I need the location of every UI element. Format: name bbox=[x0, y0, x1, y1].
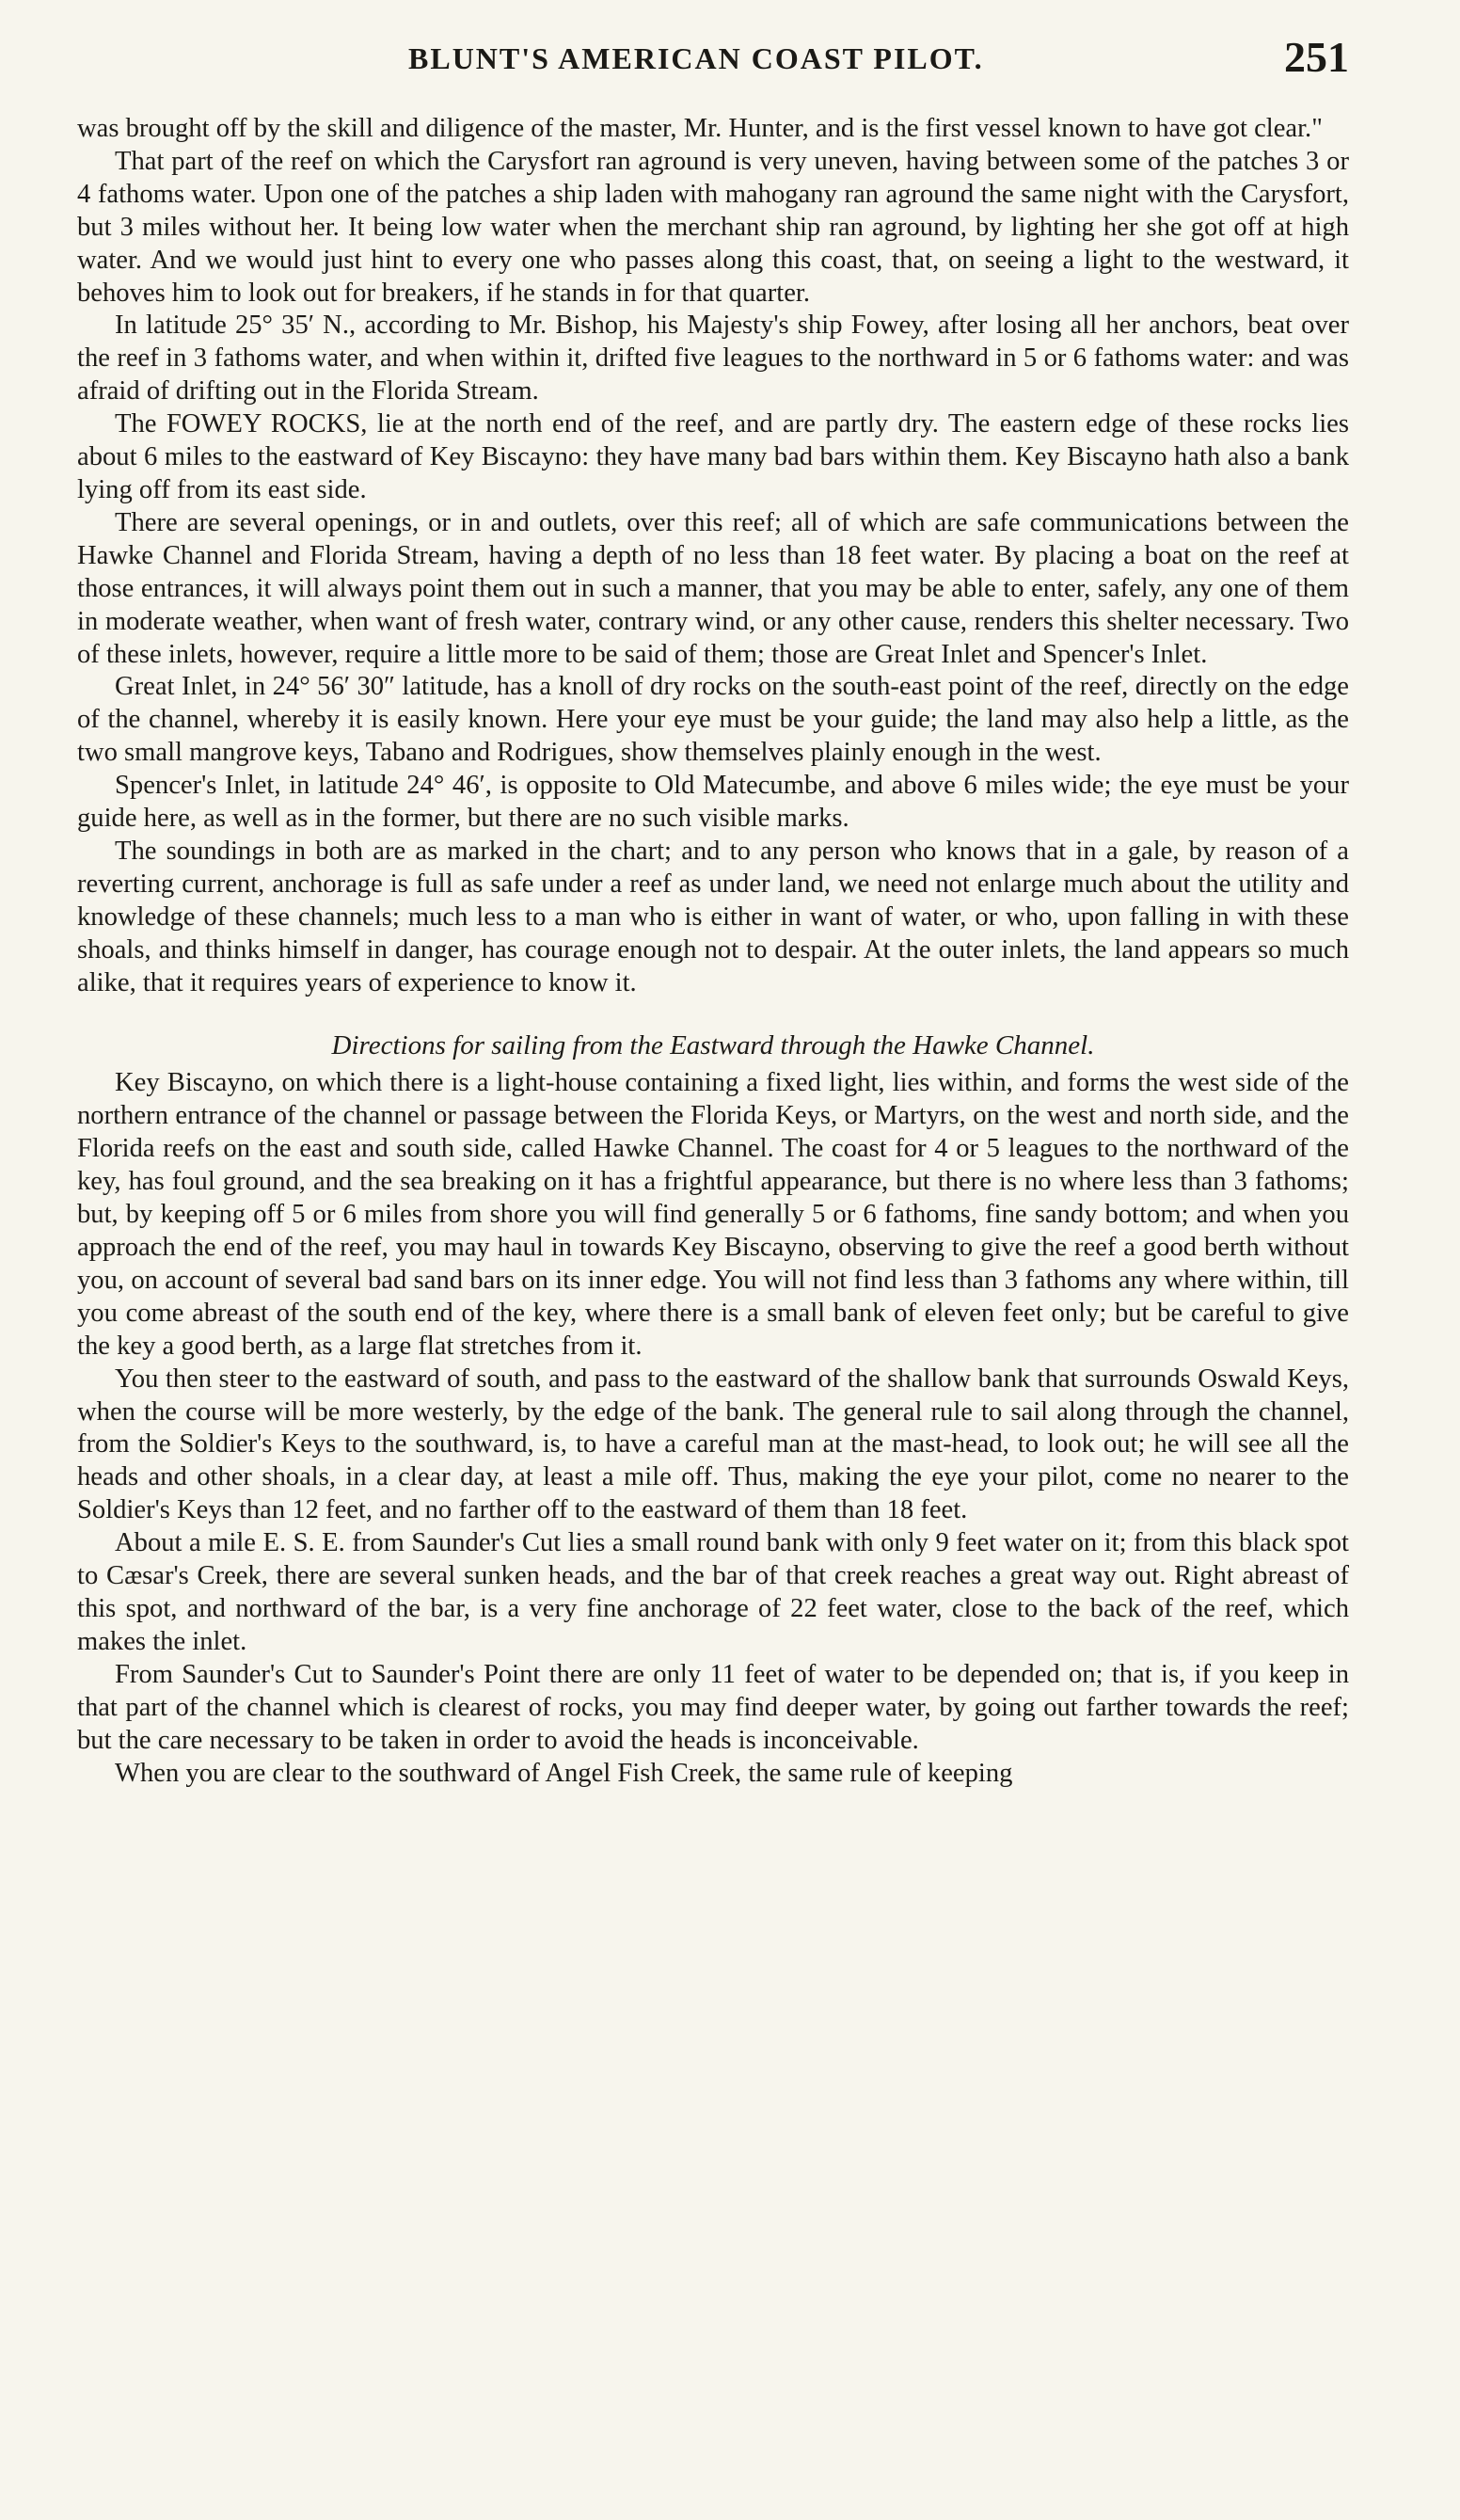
paragraph-soundings: The soundings in both are as marked in the chart; and to any person who knows that in a gale, by reason of a reverting current, anchorage is full as safe under a reef as under land, we need not enlarge much about the utility and knowledge of these channels; much less to a man who is either in want of water, or who, upon falling in with these shoals, and thinks himself in danger, has courage enough not to despair. At the outer inlets, the land appears so much alike, that it requires years of experience to know it. bbox=[77, 836, 1349, 997]
paragraph-angel-fish-creek: When you are clear to the southward of Angel Fish Creek, the same rule of keeping bbox=[115, 1758, 1013, 1788]
paragraph-fowey-ship: In latitude 25° 35′ N., according to Mr. Bishop, his Majesty's ship Fowey, after losing all her anchors, beat over the reef in 3 fathoms water, and when within it, drifted five leagues to the northward in 5 or 6 fathoms water: and was afraid of drifting out in the Florida Stream. bbox=[77, 311, 1349, 407]
paragraph-key-biscayno: Key Biscayno, on which there is a light-house containing a fixed light, lies within, and forms the west side of the northern entrance of the channel or passage between the Florida Keys, or Martyrs, on the west and north side, and the Florida reefs on the east and south side, called Hawke Channel. The coast for 4 or 5 leagues to the northward of the key, has foul ground, and the sea breaking on it has a frightful appearance, but there is no where less than 3 fathoms; but, by keeping off 5 or 6 miles from shore you will find generally 5 or 6 fathoms, fine sandy bottom; and when you approach the end of the reef, you may haul in towards Key Biscayno, observing to give the reef a good berth without you, on account of several bad sand bars on its inner edge. You will not find less than 3 fathoms any where within, till you come abreast of the south end of the key, where there is a small bank of eleven feet only; but be careful to give the key a good berth, as a large flat stretches from it. bbox=[77, 1068, 1349, 1361]
body-text bbox=[77, 113, 1349, 1790]
page-number: 251 bbox=[1284, 33, 1349, 81]
paragraph-spencers-inlet: Spencer's Inlet, in latitude 24° 46′, is opposite to Old Matecumbe, and above 6 miles wide; the eye must be your guide here, as well as in the former, but there are no such visible marks. bbox=[77, 771, 1349, 834]
paragraph-saunders-cut: About a mile E. S. E. from Saunder's Cut lies a small round bank with only 9 feet water on it; from this black spot to Cæsar's Creek, there are several sunken heads, and the bar of that creek reaches a great way out. Right abreast of this spot, and northward of the bar, is a very fine anchorage of 22 feet water, close to the back of the reef, which makes the inlet. bbox=[77, 1528, 1349, 1656]
paragraph-continued: was brought off by the skill and diligence of the master, Mr. Hunter, and is the first vessel known to have got clear." bbox=[77, 114, 1323, 143]
page-header bbox=[77, 32, 1349, 88]
paragraph-saunders-point: From Saunder's Cut to Saunder's Point there are only 11 feet of water to be depended on; that is, if you keep in that part of the channel which is clearest of rocks, you may find deeper water, by going out farther towards the reef; but the care necessary to be taken in order to avoid the heads is inconceivable. bbox=[77, 1659, 1349, 1755]
paragraph-steer-south: You then steer to the eastward of south, and pass to the eastward of the shallow bank that surrounds Oswald Keys, when the course will be more westerly, by the edge of the bank. The general rule to sail along through the channel, from the Soldier's Keys to the southward, is, to have a careful man at the mast-head, to look out; he will see all the heads and other shoals, in a clear day, at least a mile off. Thus, making the eye your pilot, come no nearer to the Soldier's Keys than 12 feet, and no farther off to the eastward of them than 18 feet. bbox=[77, 1364, 1349, 1525]
paragraph-fowey-rocks: The FOWEY ROCKS, lie at the north end of the reef, and are partly dry. The eastern edge of these rocks lies about 6 miles to the eastward of Key Biscayno: they have many bad bars within them. Key Biscayno hath also a bank lying off from its east side. bbox=[77, 409, 1349, 504]
paragraph-great-inlet: Great Inlet, in 24° 56′ 30″ latitude, has a knoll of dry rocks on the south-east point of the reef, directly on the edge of the channel, whereby it is easily known. Here your eye must be your guide; the land may also help a little, as the two small mangrove keys, Tabano and Rodrigues, show themselves plainly enough in the west. bbox=[77, 672, 1349, 768]
section-heading: Directions for sailing from the Eastward through the Hawke Channel. bbox=[331, 1030, 1095, 1061]
paragraph-carysfort-reef: That part of the reef on which the Carysfort ran aground is very uneven, having between some of the patches 3 or 4 fathoms water. Upon one of the patches a ship laden with mahogany ran aground the same night with the Carysfort, but 3 miles without her. It being low water when the merchant ship ran aground, by lighting her she got off at high water. And we would just hint to every one who passes along this coast, that, on seeing a light to the westward, it behoves him to look out for breakers, if he stands in for that quarter. bbox=[77, 146, 1349, 308]
paragraph-openings: There are several openings, or in and outlets, over this reef; all of which are safe communications between the Hawke Channel and Florida Stream, having a depth of no less than 18 feet water. By placing a boat on the reef at those entrances, it will always point them out in such a manner, that you may be able to enter, safely, any one of them in moderate weather, when want of fresh water, contrary wind, or any other cause, renders this shelter necessary. Two of these inlets, however, require a little more to be said of them; those are Great Inlet and Spencer's Inlet. bbox=[77, 507, 1349, 669]
running-head: BLUNT'S AMERICAN COAST PILOT. bbox=[408, 41, 984, 75]
